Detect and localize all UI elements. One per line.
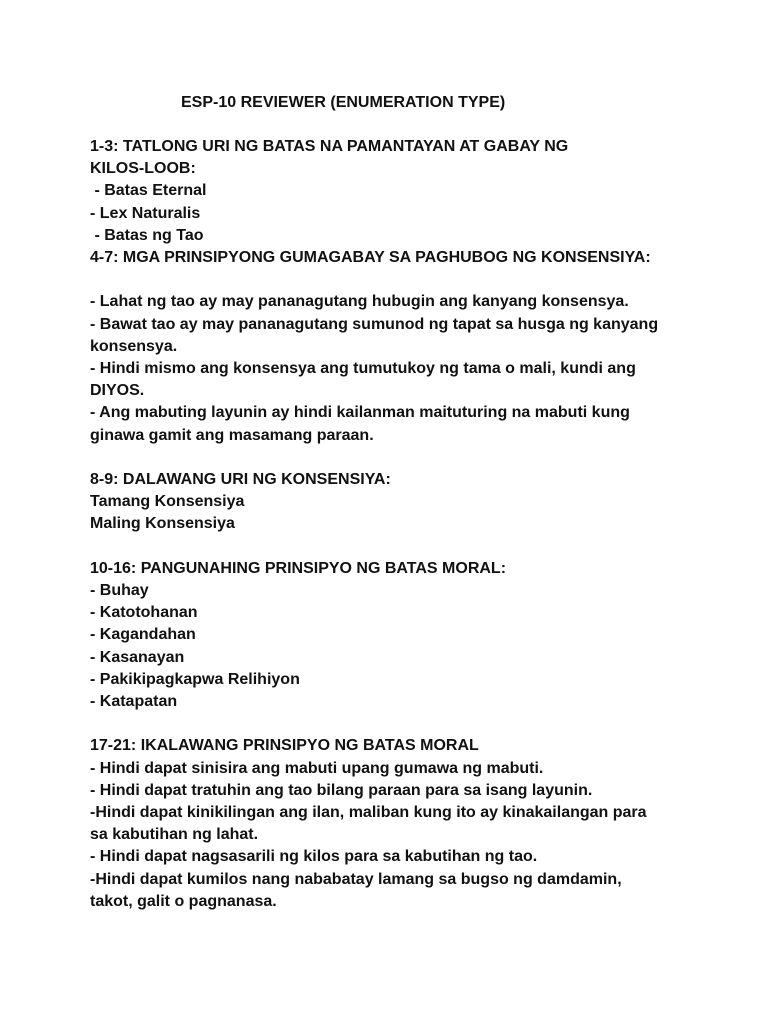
list-item: - Kagandahan <box>90 626 196 644</box>
list-item: -Hindi dapat kumilos nang nababatay lamang sa bugso ng damdamin, <box>90 870 622 888</box>
section-heading: 1-3: TATLONG URI NG BATAS NA PAMANTAYAN AT GABAY NG <box>90 138 569 155</box>
list-item-continuation: DIYOS. <box>90 382 145 400</box>
section-17-21 <box>90 735 690 913</box>
section-heading: 8-9: DALAWANG URI NG KONSENSIYA: <box>90 471 391 489</box>
list-item: - Hindi dapat sinisira ang mabuti upang gumawa ng mabuti. <box>90 759 544 777</box>
document-body <box>90 136 690 913</box>
blank-line <box>90 713 690 735</box>
list-item: - Buhay <box>90 582 149 600</box>
section-heading: 4-7: MGA PRINSIPYONG GUMAGABAY SA PAGHUBOG NG KONSENSIYA: <box>90 249 651 267</box>
blank-line <box>90 269 690 291</box>
list-item-continuation: sa kabutihan ng lahat. <box>90 826 259 844</box>
blank-line <box>90 447 690 469</box>
list-item: - Hindi mismo ang konsensya ang tumutukoy ng tama o mali, kundi ang <box>90 360 636 378</box>
section-heading: 17-21: IKALAWANG PRINSIPYO NG BATAS MORAL <box>90 737 479 755</box>
list-item-continuation: ginawa gamit ang masamang paraan. <box>90 426 374 444</box>
list-item: - Batas Eternal <box>90 182 207 200</box>
list-item-continuation: konsensya. <box>90 337 178 355</box>
list-item: - Lex Naturalis <box>90 204 201 222</box>
list-item: - Batas ng Tao <box>90 226 204 244</box>
blank-line <box>90 536 690 558</box>
list-item: - Ang mabuting layunin ay hindi kailanman maituturing na mabuti kung <box>90 404 630 422</box>
list-item: - Hindi dapat tratuhin ang tao bilang paraan para sa isang layunin. <box>90 781 593 799</box>
section-heading: 10-16: PANGUNAHING PRINSIPYO NG BATAS MORAL: <box>90 559 507 577</box>
list-item: Tamang Konsensiya <box>90 493 245 511</box>
list-item: - Katapatan <box>90 693 178 711</box>
list-item: - Lahat ng tao ay may pananagutang hubugin ang kanyang konsensya. <box>90 293 629 311</box>
list-item: - Hindi dapat nagsasarili ng kilos para sa kabutihan ng tao. <box>90 848 538 866</box>
list-item: - Bawat tao ay may pananagutang sumunod ng tapat sa husga ng kanyang <box>90 315 659 333</box>
section-4-7 <box>90 247 690 447</box>
list-item-continuation: takot, galit o pagnanasa. <box>90 892 277 910</box>
list-item: - Kasanayan <box>90 648 185 666</box>
section-8-9 <box>90 469 690 536</box>
section-10-16 <box>90 558 690 713</box>
list-item: - Pakikipagkapwa Relihiyon <box>90 670 300 688</box>
list-item: -Hindi dapat kinikilingan ang ilan, maliban kung ito ay kinakailangan para <box>90 804 647 822</box>
document-title: ESP-10 REVIEWER (ENUMERATION TYPE) <box>181 94 506 111</box>
section-heading: KILOS-LOOB: <box>90 160 196 178</box>
list-item: - Katotohanan <box>90 604 198 622</box>
list-item: Maling Konsensiya <box>90 515 235 533</box>
section-1-3 <box>90 136 690 247</box>
